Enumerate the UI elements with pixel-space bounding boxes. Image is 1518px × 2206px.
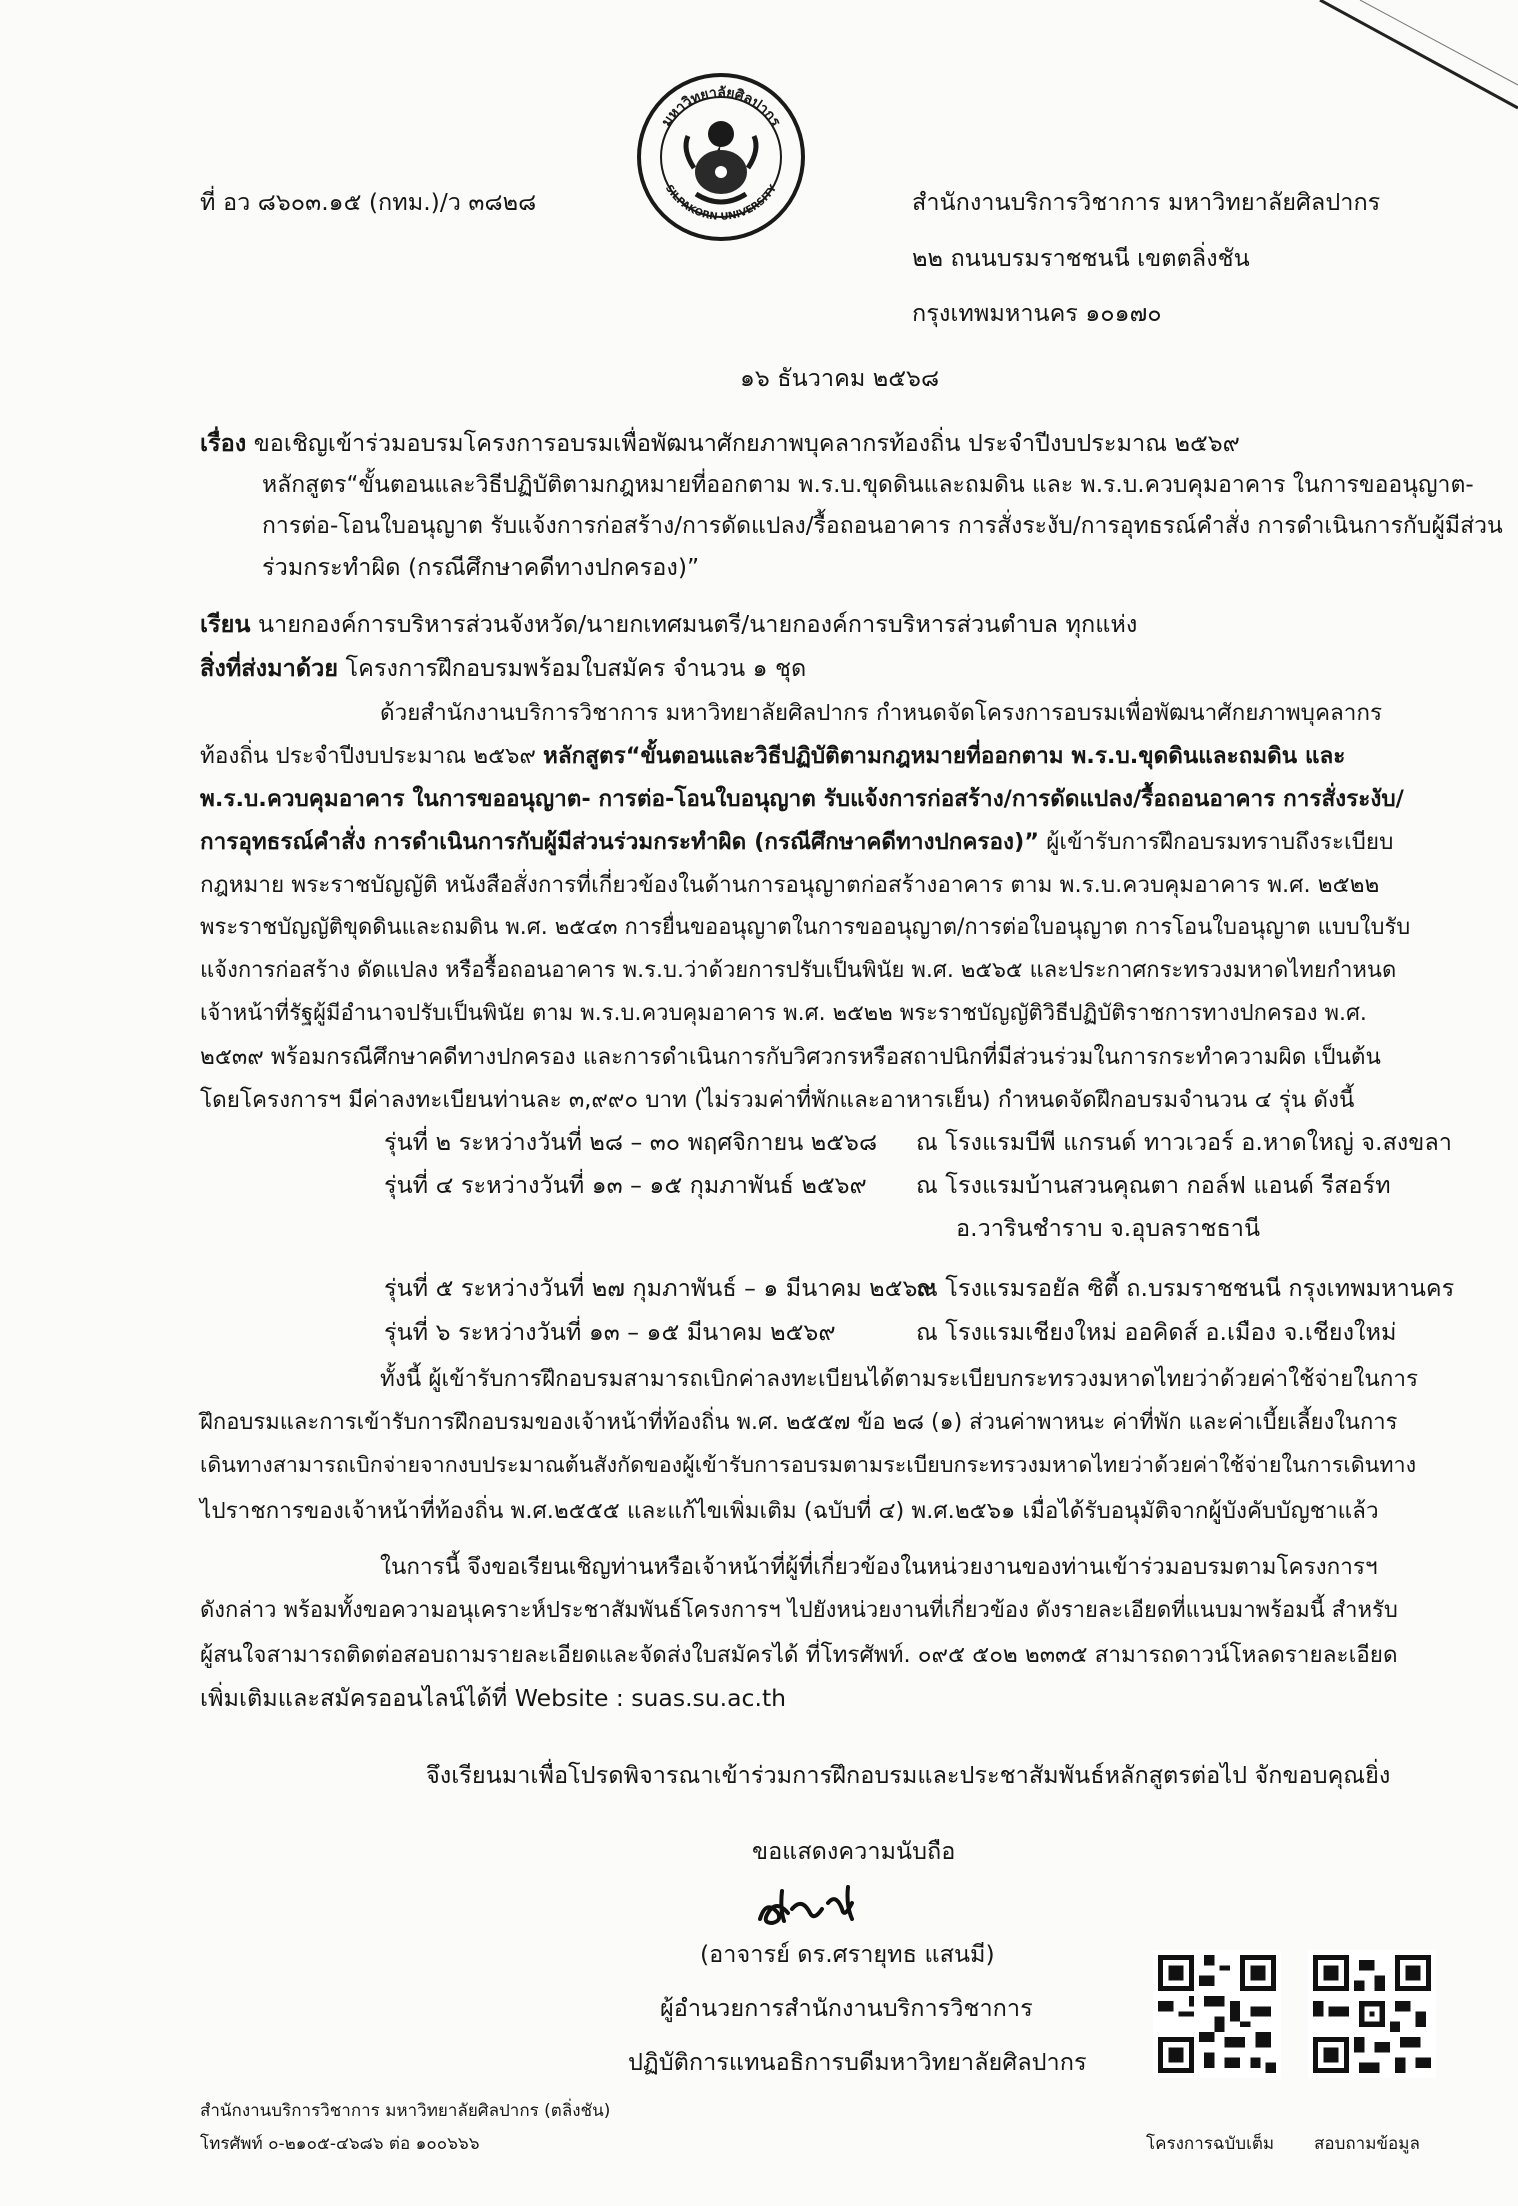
session-venue: ณ โรงแรมรอยัล ซิตี้ ถ.บรมราชชนนี กรุงเทพมหานคร — [916, 1274, 1455, 1302]
session-dates: รุ่นที่ ๒ ระหว่างวันที่ ๒๘ – ๓๐ พฤศจิกายน ๒๕๖๘ — [384, 1128, 878, 1156]
paragraph1-line: โดยโครงการฯ มีค่าลงทะเบียนท่านละ ๓,๙๙๐ บาท (ไม่รวมค่าที่พักและอาหารเย็น) กำหนดจัดฝึกอบรมจำนวน ๔ รุ่น ดังนี้ — [200, 1087, 1355, 1113]
paragraph3-line: ในการนี้ จึงขอเรียนเชิญท่านหรือเจ้าหน้าที่ผู้ที่เกี่ยวข้องในหน่วยงานของท่านเข้าร่วมอบรมตามโครงการฯ — [380, 1554, 1378, 1580]
enclosure-text: โครงการฝึกอบรมพร้อมใบสมัคร จำนวน ๑ ชุด — [345, 654, 807, 682]
paragraph3-line-website: เพิ่มเติมและสมัครออนไลน์ได้ที่ Website : suas.su.ac.th — [200, 1684, 787, 1712]
subject-line-2: หลักสูตร“ขั้นตอนและวิธีปฏิบัติตามกฎหมายที่ออกตาม พ.ร.บ.ขุดดินและถมดิน และ พ.ร.บ.ควบคุมอาคาร ในการขออนุญาต- — [262, 472, 1474, 498]
paragraph1-course-title-part1: หลักสูตร“ขั้นตอนและวิธีปฏิบัติตามกฎหมายที่ออกตาม พ.ร.บ.ขุดดินและถมดิน และ — [543, 743, 1346, 769]
silpakorn-university-seal-logo — [636, 72, 806, 242]
paragraph1-line: พระราชบัญญัติขุดดินและถมดิน พ.ศ. ๒๕๔๓ การยื่นขออนุญาตในการขออนุญาต/การต่อใบอนุญาต การโอนใบอนุญาต แบบใบรับ — [200, 915, 1411, 940]
closing-statement: จึงเรียนมาเพื่อโปรดพิจารณาเข้าร่วมการฝึกอบรมและประชาสัมพันธ์หลักสูตรต่อไป จักขอบคุณยิ่ง — [426, 1761, 1391, 1789]
subject-line-1: ขอเชิญเข้าร่วมอบรมโครงการอบรมเพื่อพัฒนาศักยภาพบุคลากรท้องถิ่น ประจำปีงบประมาณ ๒๕๖๙ — [253, 429, 1240, 457]
paragraph2-line: ทั้งนี้ ผู้เข้ารับการฝึกอบรมสามารถเบิกค่าลงทะเบียนได้ตามระเบียบกระทรวงมหาดไทยว่าด้วยค่าใช้จ่ายในการ — [380, 1366, 1419, 1392]
paragraph3-line: ผู้สนใจสามารถติดต่อสอบถามรายละเอียดและจัดส่งใบสมัครได้ ที่โทรศัพท์. ๐๙๕ ๕๐๒ ๒๓๓๕ สามารถดาวน์โหลดรายละเอียด — [200, 1642, 1398, 1668]
session-venue: ณ โรงแรมบีพี แกรนด์ ทาวเวอร์ อ.หาดใหญ่ จ.สงขลา — [916, 1128, 1452, 1156]
paragraph2-line: ไปราชการของเจ้าหน้าที่ท้องถิ่น พ.ศ.๒๕๕๕ และแก้ไขเพิ่มเติม (ฉบับที่ ๔) พ.ศ.๒๕๖๑ เมื่อได้รับอนุมัติจากผู้บังคับบัญชาแล้ว — [200, 1498, 1379, 1524]
paragraph1-line-2a: ท้องถิ่น ประจำปีงบประมาณ ๒๕๖๙ — [200, 743, 544, 769]
logo-english-text: SILPAKORN UNIVERSITY — [662, 183, 780, 223]
qr-code-full-project — [1153, 1950, 1281, 2078]
paragraph1-line: เจ้าหน้าที่รัฐผู้มีอำนาจปรับเป็นพินัย ตาม พ.ร.บ.ควบคุมอาคาร พ.ศ. ๒๕๒๒ พระราชบัญญัติวิธีปฏิบัติราชการทางปกครอง พ.ศ. — [200, 1001, 1367, 1026]
session-venue: ณ โรงแรมเชียงใหม่ ออคิดส์ อ.เมือง จ.เชียงใหม่ — [916, 1318, 1397, 1346]
enclosure-label: สิ่งที่ส่งมาด้วย — [200, 654, 339, 682]
paragraph1-course-title-part3: การอุทธรณ์คำสั่ง การดำเนินการกับผู้มีส่วนร่วมกระทำผิด (กรณีศึกษาคดีทางปกครอง)” — [200, 829, 1040, 855]
session-venue-location: อ.วารินชำราบ จ.อุบลราชธานี — [956, 1214, 1261, 1242]
qr-caption-contact-info: สอบถามข้อมูล — [1314, 2134, 1420, 2154]
document-date: ๑๖ ธันวาคม ๒๕๖๘ — [740, 364, 940, 392]
footer-phone: โทรศัพท์ ๐-๒๑๐๕-๔๖๘๖ ต่อ ๑๐๐๖๖๖ — [200, 2134, 480, 2154]
subject-line-3: การต่อ-โอนใบอนุญาต รับแจ้งการก่อสร้าง/การดัดแปลง/รื้อถอนอาคาร การสั่งระงับ/การอุทธรณ์คำสั่ง การดำเนินการกับผู้มีส่วน — [262, 513, 1503, 539]
signature-regards: ขอแสดงความนับถือ — [752, 1837, 956, 1865]
signer-position-1: ผู้อำนวยการสำนักงานบริการวิชาการ — [660, 1994, 1033, 2022]
session-dates: รุ่นที่ ๖ ระหว่างวันที่ ๑๓ – ๑๕ มีนาคม ๒๕๖๙ — [384, 1318, 836, 1346]
recipient-label: เรียน — [200, 610, 251, 638]
paragraph1-line: แจ้งการก่อสร้าง ดัดแปลง หรือรื้อถอนอาคาร พ.ร.บ.ว่าด้วยการปรับเป็นพินัย พ.ศ. ๒๕๖๕ และประกาศกระทรวงมหาดไทยกำหนด — [200, 958, 1397, 983]
paragraph2-line: เดินทางสามารถเบิกจ่ายจากงบประมาณต้นสังกัดของผู้เข้ารับการอบรมตามระเบียบกระทรวงมหาดไทยว่าด้วยค่าใช้จ่ายในการเดินทาง — [200, 1453, 1417, 1478]
handwritten-signature — [752, 1883, 872, 1933]
qr-caption-full-project: โครงการฉบับเต็ม — [1146, 2134, 1275, 2154]
document-reference-number: ที่ อว ๘๖๐๓.๑๕ (กทม.)/ว ๓๘๒๘ — [200, 188, 537, 216]
paragraph1-line-1: ด้วยสำนักงานบริการวิชาการ มหาวิทยาลัยศิลปากร กำหนดจัดโครงการอบรมเพื่อพัฒนาศักยภาพบุคลากร — [380, 700, 1383, 726]
paragraph3-line: ดังกล่าว พร้อมทั้งขอความอนุเคราะห์ประชาสัมพันธ์โครงการฯ ไปยังหน่วยงานที่เกี่ยวข้อง ดังรายละเอียดที่แนบมาพร้อมนี้ สำหรับ — [200, 1598, 1398, 1623]
session-venue: ณ โรงแรมบ้านสวนคุณตา กอล์ฟ แอนด์ รีสอร์ท — [916, 1171, 1391, 1199]
footer-office: สำนักงานบริการวิชาการ มหาวิทยาลัยศิลปากร (ตลิ่งชัน) — [200, 2101, 611, 2121]
subject-label: เรื่อง — [200, 429, 247, 457]
paragraph1-line: ๒๕๓๙ พร้อมกรณีศึกษาคดีทางปกครอง และการดำเนินการกับวิศวกรหรือสถาปนิกที่มีส่วนร่วมในการกระทำความผิด เป็นต้น — [200, 1044, 1381, 1070]
paragraph1-line: กฎหมาย พระราชบัญญัติ หนังสือสั่งการที่เกี่ยวข้องในด้านการอนุญาตก่อสร้างอาคาร ตาม พ.ร.บ.ควบคุมอาคาร พ.ศ. ๒๕๒๒ — [200, 872, 1380, 898]
office-address-line-1: สำนักงานบริการวิชาการ มหาวิทยาลัยศิลปากร — [912, 188, 1381, 216]
paragraph2-line: ฝึกอบรมและการเข้ารับการฝึกอบรมของเจ้าหน้าที่ท้องถิ่น พ.ศ. ๒๕๕๗ ข้อ ๒๘ (๑) ส่วนค่าพาหนะ ค่าที่พัก และค่าเบี้ยเลี้ยงในการ — [200, 1410, 1398, 1435]
signer-name: (อาจารย์ ดร.ศรายุทธ แสนมี) — [700, 1940, 995, 1968]
session-dates: รุ่นที่ ๕ ระหว่างวันที่ ๒๗ กุมภาพันธ์ – ๑ มีนาคม ๒๕๖๙ — [384, 1274, 935, 1302]
scan-edge-line — [1300, 0, 1518, 110]
office-address-line-3: กรุงเทพมหานคร ๑๐๑๗๐ — [912, 299, 1162, 327]
subject-line-4: ร่วมกระทำผิด (กรณีศึกษาคดีทางปกครอง)” — [262, 553, 700, 581]
signer-position-2: ปฏิบัติการแทนอธิการบดีมหาวิทยาลัยศิลปากร — [628, 2048, 1087, 2076]
paragraph1-line-4b: ผู้เข้ารับการฝึกอบรมทราบถึงระเบียบ — [1039, 829, 1394, 855]
office-address-line-2: ๒๒ ถนนบรมราชชนนี เขตตลิ่งชัน — [912, 244, 1250, 272]
paragraph1-course-title-part2: พ.ร.บ.ควบคุมอาคาร ในการขออนุญาต- การต่อ-โอนใบอนุญาต รับแจ้งการก่อสร้าง/การดัดแปลง/รื้อถอนอาคาร การสั่งระงับ/ — [200, 786, 1404, 812]
session-dates: รุ่นที่ ๔ ระหว่างวันที่ ๑๓ – ๑๕ กุมภาพันธ์ ๒๕๖๙ — [384, 1171, 867, 1199]
logo-thai-text: มหาวิทยาลัยศิลปากร — [658, 84, 784, 130]
recipient-text: นายกองค์การบริหารส่วนจังหวัด/นายกเทศมนตรี/นายกองค์การบริหารส่วนตำบล ทุกแห่ง — [257, 610, 1138, 638]
qr-code-contact-info — [1308, 1950, 1436, 2078]
